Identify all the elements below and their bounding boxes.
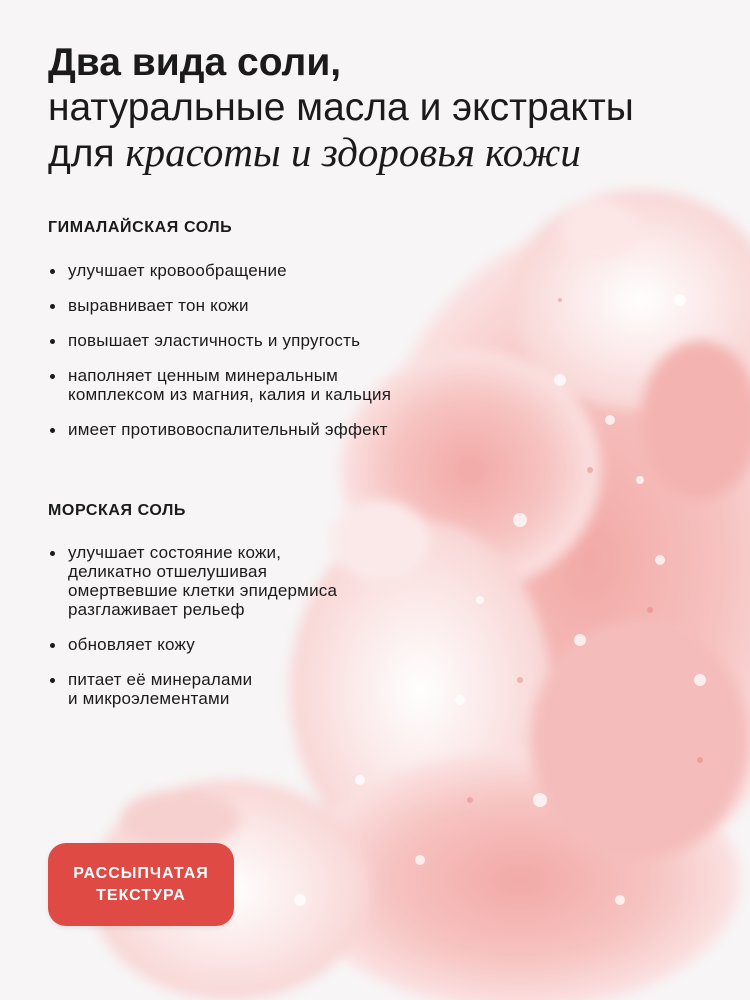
texture-badge (48, 843, 234, 926)
headline-block (48, 40, 634, 176)
texture-badge-line-2: ТЕКСТУРА (96, 886, 186, 904)
headline-line-1: Два вида соли, (48, 41, 342, 84)
himalayan-salt-title: ГИМАЛАЙСКАЯ СОЛЬ (48, 219, 233, 236)
headline-line-3 (48, 129, 581, 176)
page-title (48, 40, 634, 176)
sea-salt-title: МОРСКАЯ СОЛЬ (48, 502, 186, 519)
himalayan-benefits-list (48, 261, 488, 455)
list-item: улучшает состояние кожи, деликатно отшелушивая омертвевшие клетки эпидермиса разглаживает рельеф (48, 543, 488, 619)
list-item: наполняет ценным минеральным комплексом из магния, калия и кальция (48, 366, 488, 404)
headline-line-3-italic: красоты и здоровья кожи (125, 129, 581, 175)
headline-line-3-plain: для (48, 132, 126, 175)
texture-badge-line-1: РАССЫПЧАТАЯ (73, 864, 209, 882)
list-item: питает её минералами и микроэлементами (48, 670, 488, 708)
list-item: обновляет кожу (48, 635, 488, 654)
list-item: повышает эластичность и упругость (48, 331, 488, 350)
headline-line-2: натуральные масла и экстракты (48, 86, 634, 129)
list-item: имеет противовоспалительный эффект (48, 420, 488, 439)
list-item: выравнивает тон кожи (48, 296, 488, 315)
sea-benefits-list (48, 543, 488, 724)
list-item: улучшает кровообращение (48, 261, 488, 280)
